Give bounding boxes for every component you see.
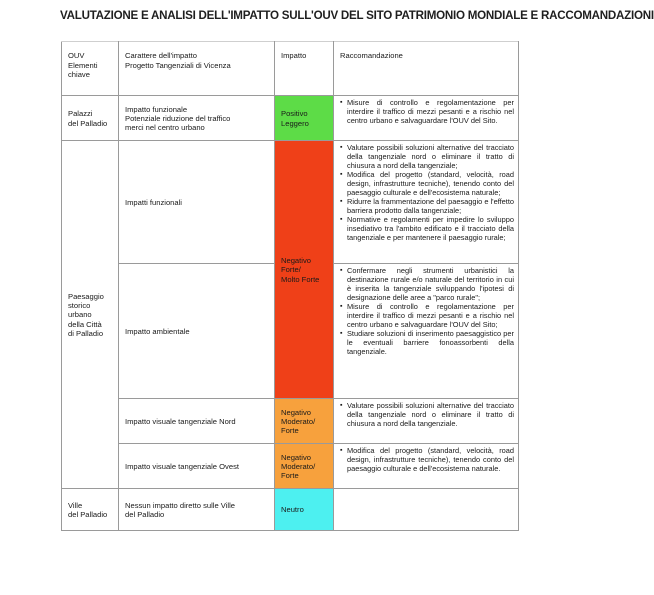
text-line: Moderato/	[281, 416, 316, 426]
text-line: storico	[68, 301, 91, 311]
recommendation-item: ▪ Valutare possibili soluzioni alternative del tracciato della tangenziale nord o eliminare il tratto di chiusura a nord della tangenziale;	[340, 144, 514, 171]
raccomandazione-palazzi	[334, 96, 519, 141]
raccomandazione-funzionali	[334, 141, 519, 264]
impatto-negativo-moderato-nord	[275, 399, 334, 444]
header-raccomandazione: Raccomandazione	[334, 42, 519, 96]
text-line: Ville	[68, 500, 83, 510]
text-line: Palazzi	[68, 109, 93, 119]
text-line: Positivo	[281, 109, 308, 119]
text-line: OUV	[68, 51, 85, 60]
ouv-paesaggio	[62, 141, 119, 489]
text-line: Forte	[281, 426, 299, 436]
recommendation-item: ▪ Valutare possibili soluzioni alternative del tracciato della tangenziale nord o eliminare il tratto di chiusura a nord della tangenziale.	[340, 402, 514, 429]
header-impatto: Impatto	[275, 42, 334, 96]
impatto-positivo-leggero	[275, 96, 334, 141]
text-line: di Palladio	[68, 328, 104, 338]
text-line: merci nel centro urbano	[125, 123, 205, 133]
text-line: Impatto funzionale	[125, 104, 188, 114]
text-line: Carattere dell'impatto	[125, 51, 197, 60]
table-row	[62, 141, 519, 264]
text-line: Forte/	[281, 265, 301, 275]
text-line: Paesaggio	[68, 291, 104, 301]
text-line: del Palladio	[68, 118, 108, 128]
carattere-palazzi	[119, 96, 275, 141]
text-line: Forte	[281, 471, 299, 481]
raccomandazione-ovest	[334, 444, 519, 489]
page-title: VALUTAZIONE E ANALISI DELL'IMPATTO SULL'OUV DEL SITO PATRIMONIO MONDIALE E RACCOMANDAZIONI	[60, 9, 654, 22]
ouv-ville	[62, 489, 119, 531]
recommendation-item: ▪ Ridurre la frammentazione del paesaggio e l'effetto barriera prodotto dalla tangenziale;	[340, 198, 514, 216]
text-line: Molto Forte	[281, 274, 320, 284]
text-line: della Città	[68, 319, 102, 329]
recommendation-item: ▪ Misure di controllo e regolamentazione per interdire il traffico di mezzi pesanti e a rischio nel centro urbano e salvaguardare l'OUV del Sito.	[340, 99, 514, 126]
text-line: Nessun impatto diretto sulle Ville	[125, 500, 236, 510]
recommendation-item: ▪ Modifica del progetto (standard, velocità, road design, infrastrutture tecniche), tenendo conto del paesaggio culturale e dell'ecosistema naturale.	[340, 447, 514, 474]
ouv-palazzi	[62, 96, 119, 141]
header-row	[62, 42, 519, 96]
table-row	[62, 96, 519, 141]
text-line: del Palladio	[125, 510, 165, 519]
text-line: Potenziale riduzione del traffico	[125, 113, 231, 123]
carattere-funzionali: Impatti funzionali	[119, 141, 275, 264]
table-row	[62, 489, 519, 531]
impact-table	[61, 41, 519, 531]
recommendation-item: ▪ Modifica del progetto (standard, velocità, road design, infrastrutture tecniche), tenendo conto del paesaggio culturale e dell'ecosistema naturale;	[340, 171, 514, 198]
carattere-ambientale: Impatto ambientale	[119, 264, 275, 399]
text-line: Leggero	[281, 118, 309, 128]
text-line: del Palladio	[68, 510, 108, 519]
header-carattere	[119, 42, 275, 96]
text-line: Elementi	[68, 60, 98, 70]
text-line: Negativo	[281, 452, 311, 462]
impatto-negativo-forte	[275, 141, 334, 399]
raccomandazione-ville	[334, 489, 519, 531]
header-ouv	[62, 42, 119, 96]
table-row	[62, 399, 519, 444]
impatto-neutro	[275, 489, 334, 531]
table-row	[62, 444, 519, 489]
text-line: urbano	[68, 310, 92, 320]
carattere-nord: Impatto visuale tangenziale Nord	[119, 399, 275, 444]
text-line: Negativo	[281, 407, 311, 417]
text-line: Negativo	[281, 256, 311, 266]
raccomandazione-nord	[334, 399, 519, 444]
impatto-negativo-moderato-ovest	[275, 444, 334, 489]
recommendation-item: ▪ Confermare negli strumenti urbanistici la destinazione rurale e/o naturale del territorio in cui è inserita la tangenziale sviluppando l'ipotesi di designazione delle aree a "parco rurale";	[340, 267, 514, 303]
recommendation-item: ▪ Misure di controllo e regolamentazione per interdire il traffico di mezzi pesanti e a rischio nel centro urbano e salvaguardare l'OUV del Sito;	[340, 303, 514, 330]
carattere-ville	[119, 489, 275, 531]
raccomandazione-ambientale	[334, 264, 519, 399]
recommendation-item: ▪ Normative e regolamenti per impedire lo sviluppo insediativo tra l'ambito edificato e il tracciato della tangenziale e per mantenere il paesaggio rurale;	[340, 216, 514, 243]
carattere-ovest: Impatto visuale tangenziale Ovest	[119, 444, 275, 489]
text-line: Moderato/	[281, 461, 316, 471]
text-line: Progetto Tangenziali di Vicenza	[125, 60, 231, 70]
text-line: Neutro	[281, 505, 304, 515]
text-line: chiave	[68, 70, 90, 80]
recommendation-item: ▪ Studiare soluzioni di inserimento paesaggistico per le eventuali barriere fonoassorbenti della tangenziale.	[340, 330, 514, 357]
